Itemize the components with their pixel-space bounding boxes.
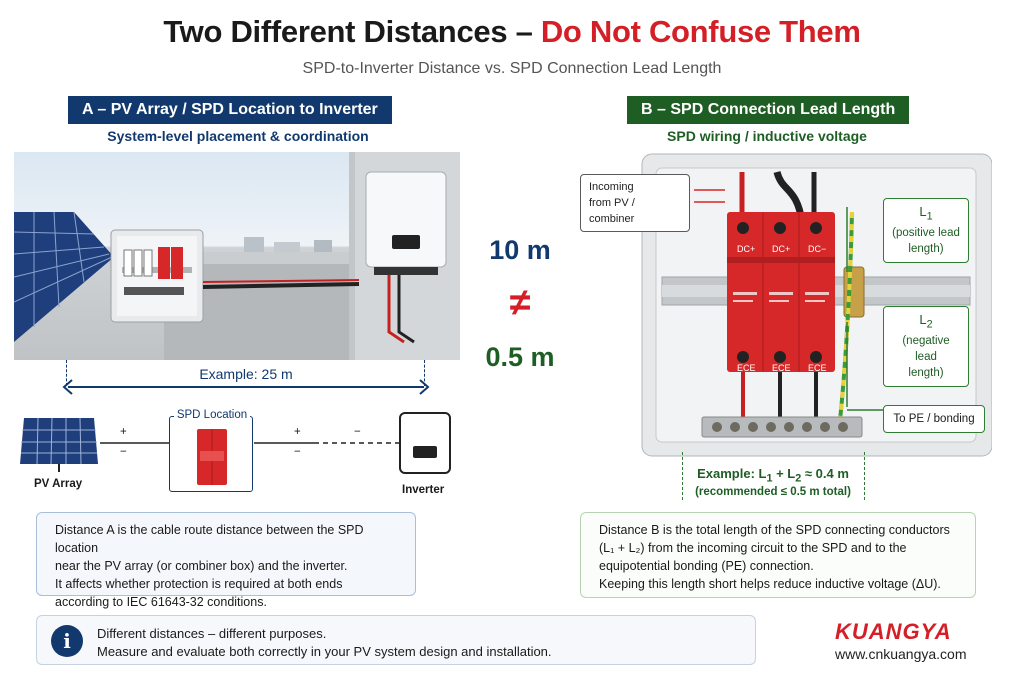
plus-sign-1: + <box>120 426 127 438</box>
rooftop-illustration <box>14 152 460 360</box>
l2-callout <box>883 306 969 387</box>
dim-tick-right <box>424 360 425 386</box>
inverter-label: Inverter <box>402 484 445 496</box>
l1-text-2: length) <box>908 242 944 255</box>
minus-sign-3: − <box>354 426 361 438</box>
minus-sign-2: − <box>294 446 301 458</box>
desc-a-line4: according to IEC 61643-32 conditions. <box>55 595 267 609</box>
l2-text-2: length) <box>908 366 944 379</box>
example-a-distance <box>68 366 424 396</box>
spd-device-icon <box>197 429 227 485</box>
example-b-sub2: 2 <box>795 472 802 485</box>
incoming-line2: from PV / combiner <box>589 197 635 225</box>
page-subtitle: SPD-to-Inverter Distance vs. SPD Connection Lead Length <box>302 60 722 77</box>
combiner-box <box>111 230 203 322</box>
solar-panel-array <box>14 212 114 342</box>
inverter-icon <box>399 412 451 479</box>
title-main: Two Different Distances – <box>163 14 541 49</box>
distance-a-value: 10 m <box>489 235 551 265</box>
terminal-label-3: DC− <box>808 244 827 254</box>
section-a-heading: A – PV Array / SPD Location to Inverter <box>68 96 392 124</box>
terminal-label-1: DC+ <box>737 244 756 254</box>
example-b-post: ≈ 0.4 m <box>801 466 849 481</box>
desc-b-line1: Distance B is the total length of the SPD connecting conductors <box>599 523 950 537</box>
distance-b-description <box>580 512 976 598</box>
desc-b-line4: Keeping this length short helps reduce inductive voltage (ΔU). <box>599 577 941 591</box>
page-title <box>0 14 1024 50</box>
desc-a-line3: It affects whether protection is required at both ends <box>55 577 343 591</box>
rooftop-photo <box>14 152 460 360</box>
spd-location-box <box>169 409 253 492</box>
l2-text-1: (negative lead <box>902 334 950 363</box>
info-line2: Measure and evaluate both correctly in your PV system design and installation. <box>97 644 552 659</box>
module-bottom-label-3: ECE <box>808 363 827 373</box>
terminal-label-2: DC+ <box>772 244 791 254</box>
inverter-unit <box>366 172 446 275</box>
l2-subscript: 2 <box>926 318 933 331</box>
section-b-heading: B – SPD Connection Lead Length <box>627 96 909 124</box>
desc-b-line3: equipotential bonding (PE) connection. <box>599 559 814 573</box>
pv-array-label: PV Array <box>34 478 83 490</box>
example-a-label: Example: 25 m <box>199 366 293 382</box>
module-bottom-label-1: ECE <box>737 363 756 373</box>
l2-symbol: L <box>919 312 927 327</box>
brand-url[interactable]: www.cnkuangya.com <box>835 646 967 662</box>
l1-callout <box>883 198 969 263</box>
incoming-line1: Incoming <box>589 181 634 193</box>
distance-a-description <box>36 512 416 609</box>
schematic-a <box>14 408 474 503</box>
example-b-line1 <box>682 466 864 485</box>
desc-a-line1: Distance A is the cable route distance between the SPD location <box>55 523 364 555</box>
minus-sign-1: − <box>120 446 127 458</box>
pv-array-icon <box>18 416 100 479</box>
not-equal-symbol: ≠ <box>509 282 531 324</box>
spd-modules <box>727 212 835 372</box>
distance-b-value: 0.5 m <box>485 342 555 372</box>
example-b-pre: Example: L <box>697 466 767 481</box>
brand-logo: KUANGYA <box>835 619 952 644</box>
pe-callout: To PE / bonding <box>883 405 985 433</box>
l1-subscript: 1 <box>926 210 933 223</box>
dim-tick-left <box>66 360 67 386</box>
example-b-sub1: 1 <box>766 472 773 485</box>
l1-text-1: (positive lead <box>892 226 960 239</box>
info-line1: Different distances – different purposes. <box>97 626 327 641</box>
info-box <box>36 615 756 665</box>
l1-symbol: L <box>919 204 927 219</box>
section-b-subheading: SPD wiring / inductive voltage <box>667 128 867 144</box>
info-icon: i <box>51 625 83 657</box>
example-b-mid: + L <box>772 466 796 481</box>
section-a-subheading: System-level placement & coordination <box>107 128 369 144</box>
title-highlight: Do Not Confuse Them <box>540 14 861 49</box>
desc-b-line2: (L₁ + L₂) from the incoming circuit to the SPD and to the <box>599 541 907 555</box>
spd-location-label: SPD Location <box>174 409 250 421</box>
plus-sign-2: + <box>294 426 301 438</box>
example-b-line2: (recommended ≤ 0.5 m total) <box>695 486 851 498</box>
incoming-callout <box>580 174 690 232</box>
desc-a-line2: near the PV array (or combiner box) and the inverter. <box>55 559 348 573</box>
module-bottom-label-2: ECE <box>772 363 791 373</box>
distance-line <box>68 386 424 388</box>
